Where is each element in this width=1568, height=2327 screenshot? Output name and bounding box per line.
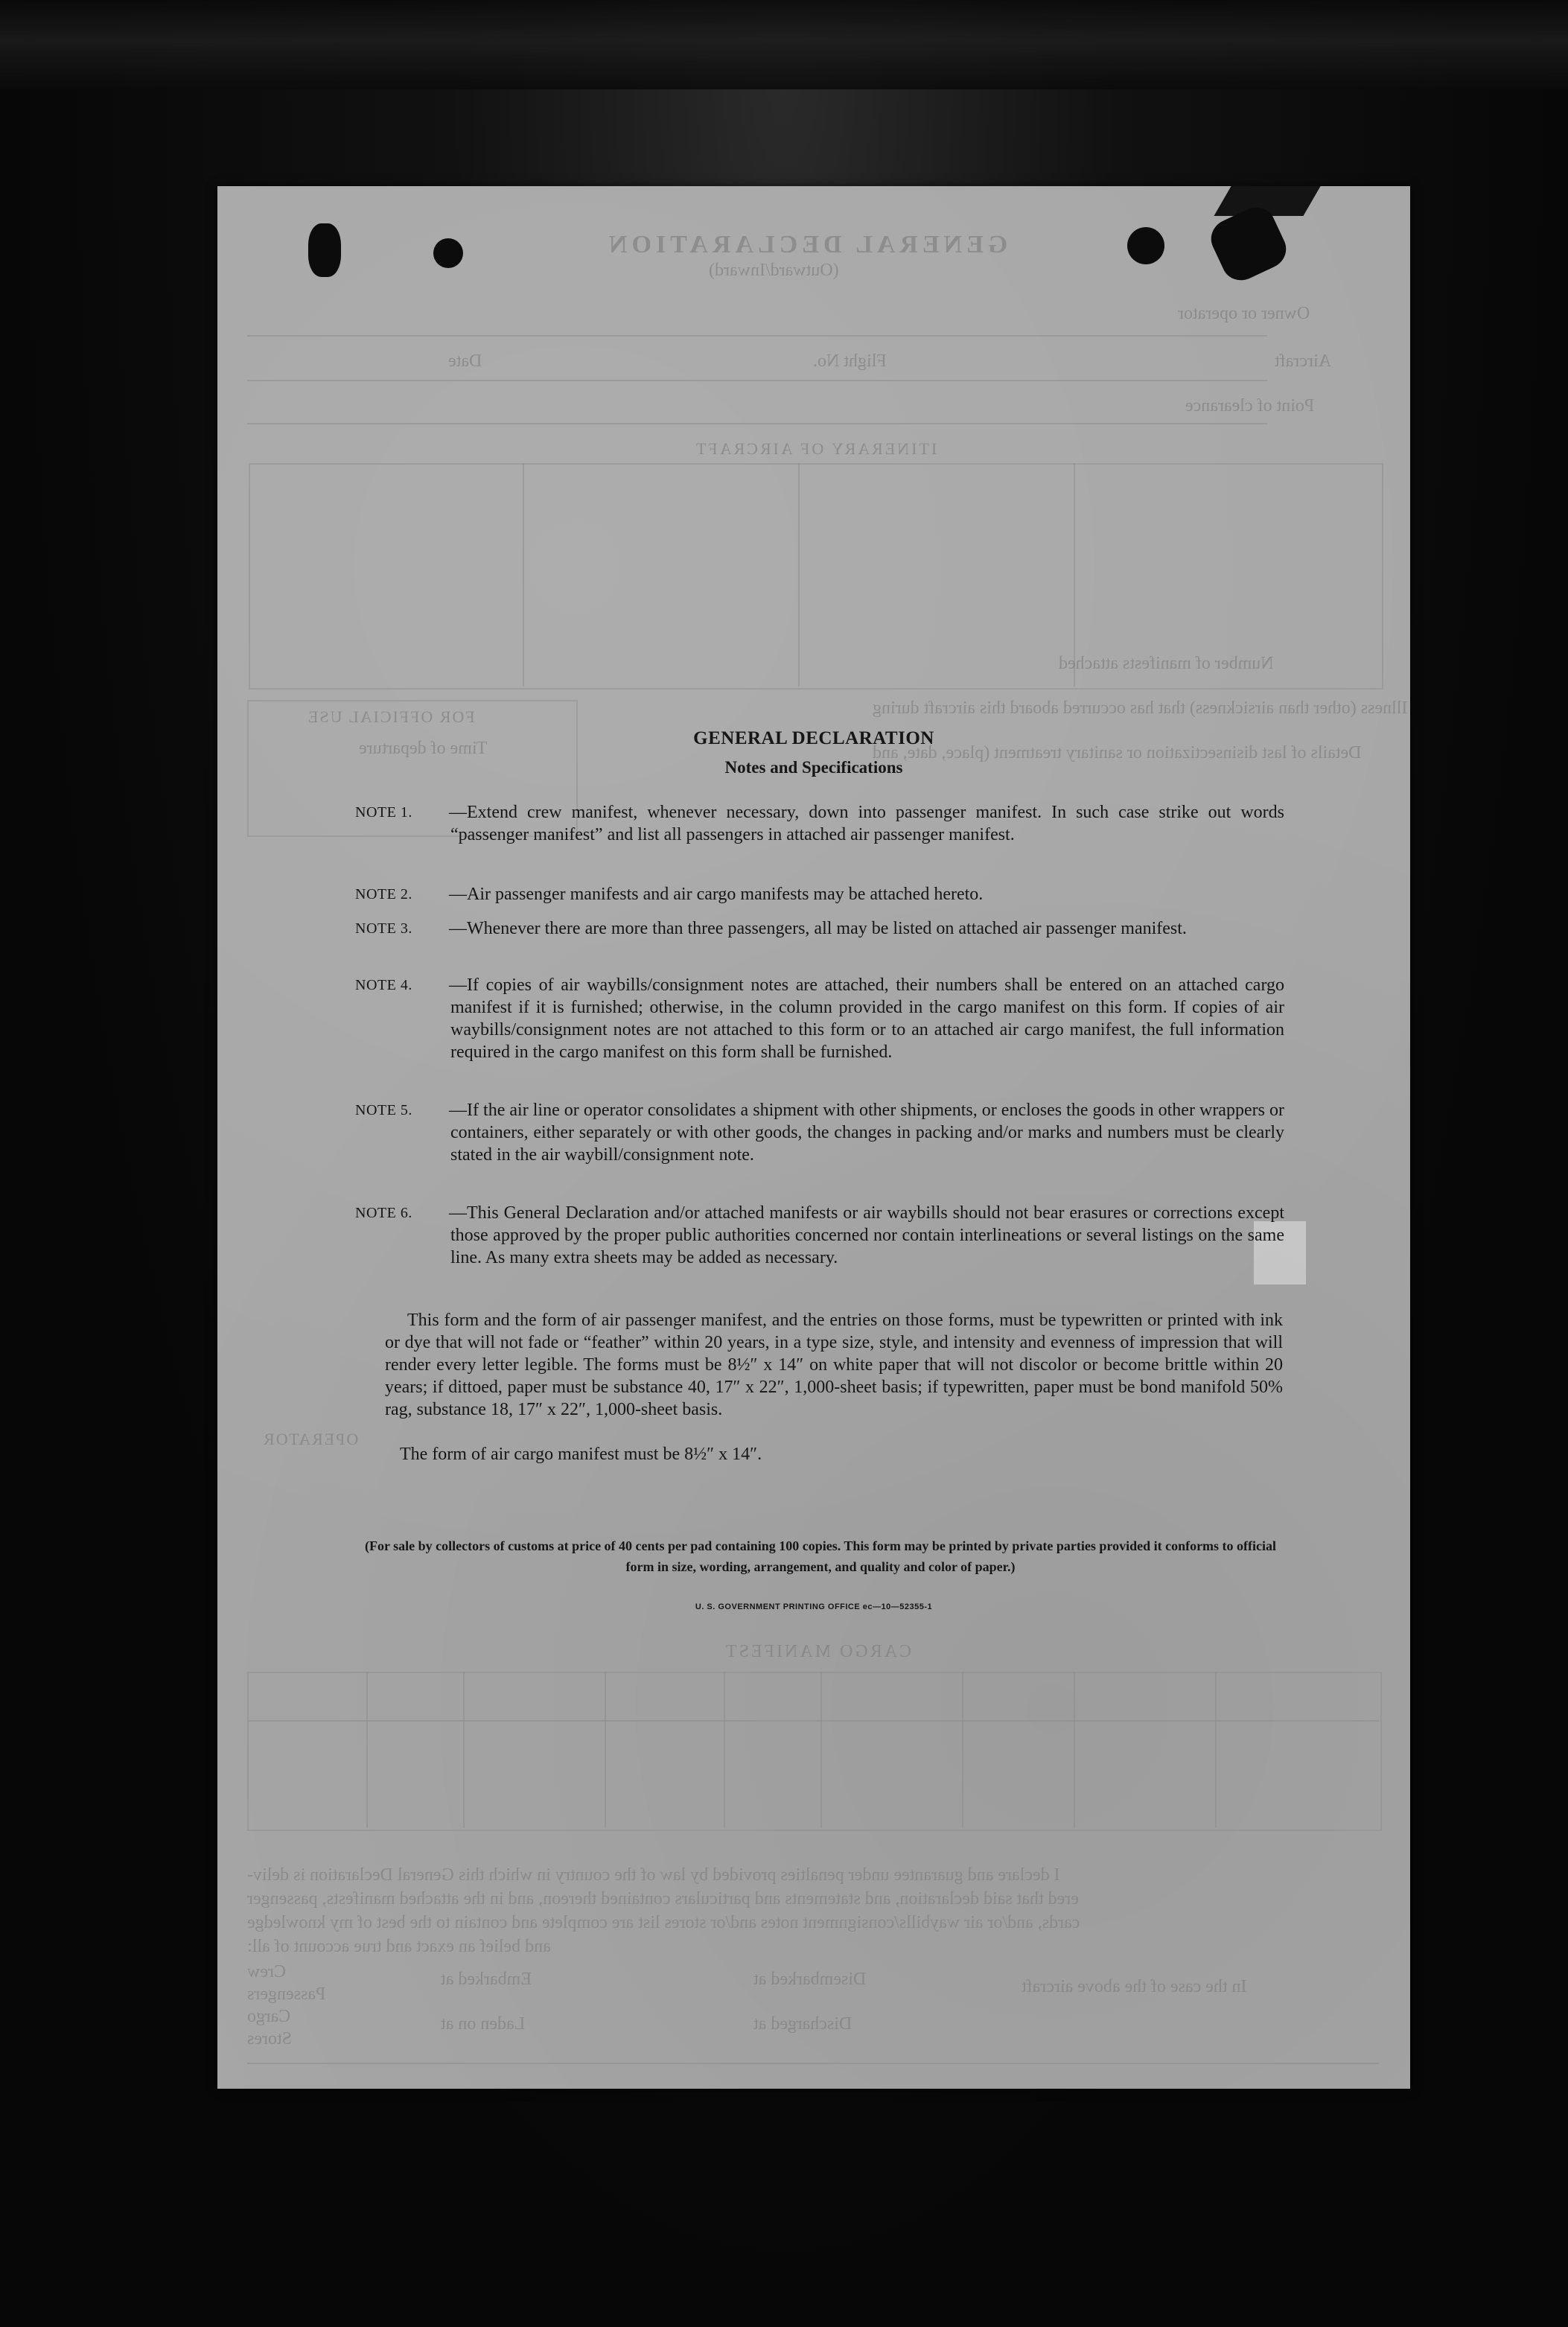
ghost-cargo-label: Cargo <box>247 2007 291 2026</box>
note-text: —If the air line or operator consolidates a shipment with other shipments, or encloses the goods in other wrappers or containers, either separately or with other goods, the changes in packing and/or marks and numbers must be clearly stated in the air waybill/consignment note. <box>449 1101 1284 1165</box>
ghost-cargo-manifest-label: CARGO MANIFEST <box>724 1642 912 1661</box>
note-label: NOTE 6. <box>355 1205 412 1221</box>
ghost-itinerary-label: ITINERARY OF AIRCRAFT <box>694 439 937 458</box>
ghost-departure-label: Time of departure <box>359 739 488 758</box>
ghost-header-title: GENERAL DECLARATION <box>605 231 1008 258</box>
ghost-embarked-label: Embarked at <box>441 1970 532 1989</box>
ghost-disinsect-label: Details of last disinsectization or sanitary treatment (place, date, and <box>873 743 1362 763</box>
ghost-declaration-line1: I declare and guarantee under penalties provided by law of the country in which this General Declaration is deliv- <box>247 1865 1060 1885</box>
ghost-disembarked-label: Disembarked at <box>753 1970 867 1989</box>
note-1 <box>355 801 1284 846</box>
ghost-clearance-label: Point of clearance <box>1185 396 1315 416</box>
sale-note: (For sale by collectors of customs at price of 40 cents per pad containing 100 copies. This form may be printed by private parties provided it conforms to official form in size, wording, arrangement, and quality and color of paper.) <box>364 1538 1277 1574</box>
ghost-declaration-line2: ered that said declaration, and statements and particulars contained thereon, and in the attached manifests, passenger <box>247 1889 1079 1909</box>
ghost-official-label: FOR OFFICIAL USE <box>307 707 475 726</box>
note-2 <box>355 883 1284 905</box>
note-text: —This General Declaration and/or attached manifests or air waybills should not bear erasures or corrections except those approved by the proper public authorities concerned nor contain interlineations or several listings on the same line. As many extra sheets may be added as necessary. <box>449 1203 1284 1267</box>
page-subtitle: Notes and Specifications <box>724 758 903 777</box>
note-text: —Air passenger manifests and air cargo manifests may be attached hereto. <box>449 885 984 904</box>
note-label: NOTE 1. <box>355 804 412 821</box>
ghost-operator-label: OPERATOR <box>262 1430 359 1448</box>
ghost-header-sub: (Outward/Inward) <box>709 261 839 280</box>
note-5 <box>355 1099 1284 1166</box>
ghost-crew-label: Crew <box>247 1962 286 1981</box>
note-6 <box>355 1202 1284 1269</box>
ghost-passengers-label: Passengers <box>247 1984 326 2004</box>
printer-line: U. S. GOVERNMENT PRINTING OFFICE ec—10—52355-1 <box>695 1602 933 1611</box>
document-page <box>217 186 1410 2089</box>
note-label: NOTE 2. <box>355 886 412 903</box>
ghost-manifests-label: Number of manifests attached <box>1059 654 1274 673</box>
form-specification-paragraph: This form and the form of air passenger manifest, and the entries on those forms, must be typewritten or printed with ink or dye that will not fade or “feather” within 20 years, in a type size, style, and intensity and evenness of impression that will render every letter legible. The forms must be 8½″ x 14″ on white paper that will not discolor or become brittle within 20 years; if dittoed, paper must be substance 40, 17″ x 22″, 1,000-sheet basis; if typewritten, paper must be bond manifold 50% rag, substance 18, 17″ x 22″, 1,000-sheet basis. <box>385 1311 1283 1419</box>
note-4 <box>355 974 1284 1063</box>
note-label: NOTE 3. <box>355 920 412 937</box>
ghost-case-label: In the case of the above aircraft <box>1022 1977 1247 1996</box>
ghost-declaration-line4: and belief an exact and true account of all: <box>247 1937 551 1956</box>
ghost-owner-label: Owner or operator <box>1178 304 1310 323</box>
note-text: —Extend crew manifest, whenever necessary, down into passenger manifest. In such case strike out words “passenger manifest” and list all passengers in attached air passenger manifest. <box>449 803 1284 844</box>
ghost-flight-label: Flight No. <box>813 351 887 371</box>
note-text: —If copies of air waybills/consignment notes are attached, their numbers shall be entered on an attached cargo manifest if it is furnished; otherwise, in the column provided in the cargo manifest on this form. If copies of air waybills/consignment notes are not attached to this form or to an attached air cargo manifest, the full information required in the cargo manifest on this form shall be furnished. <box>449 975 1284 1062</box>
film-top-band <box>0 0 1568 89</box>
note-3 <box>355 917 1284 940</box>
ghost-discharged-label: Discharged at <box>753 2014 852 2034</box>
note-label: NOTE 4. <box>355 977 412 993</box>
page-title: GENERAL DECLARATION <box>693 728 934 748</box>
ghost-stores-label: Stores <box>247 2029 292 2049</box>
notes-content <box>217 186 1410 2089</box>
ghost-laden-label: Laden on at <box>441 2014 526 2034</box>
ghost-aircraft-label: Aircraft <box>1275 351 1331 371</box>
ghost-date-label: Date <box>448 351 482 371</box>
ghost-illness-label: Illness (other than airsickness) that has occurred aboard this aircraft during <box>873 698 1408 718</box>
ghost-declaration-line3: cards, and/or air waybills/consignment notes and/or stores list are complete and contain to the best of my knowledge <box>247 1913 1080 1932</box>
cargo-size-line: The form of air cargo manifest must be 8½″ x 14″. <box>400 1445 762 1464</box>
note-label: NOTE 5. <box>355 1102 412 1118</box>
note-text: —Whenever there are more than three passengers, all may be listed on attached air passenger manifest. <box>449 919 1187 938</box>
